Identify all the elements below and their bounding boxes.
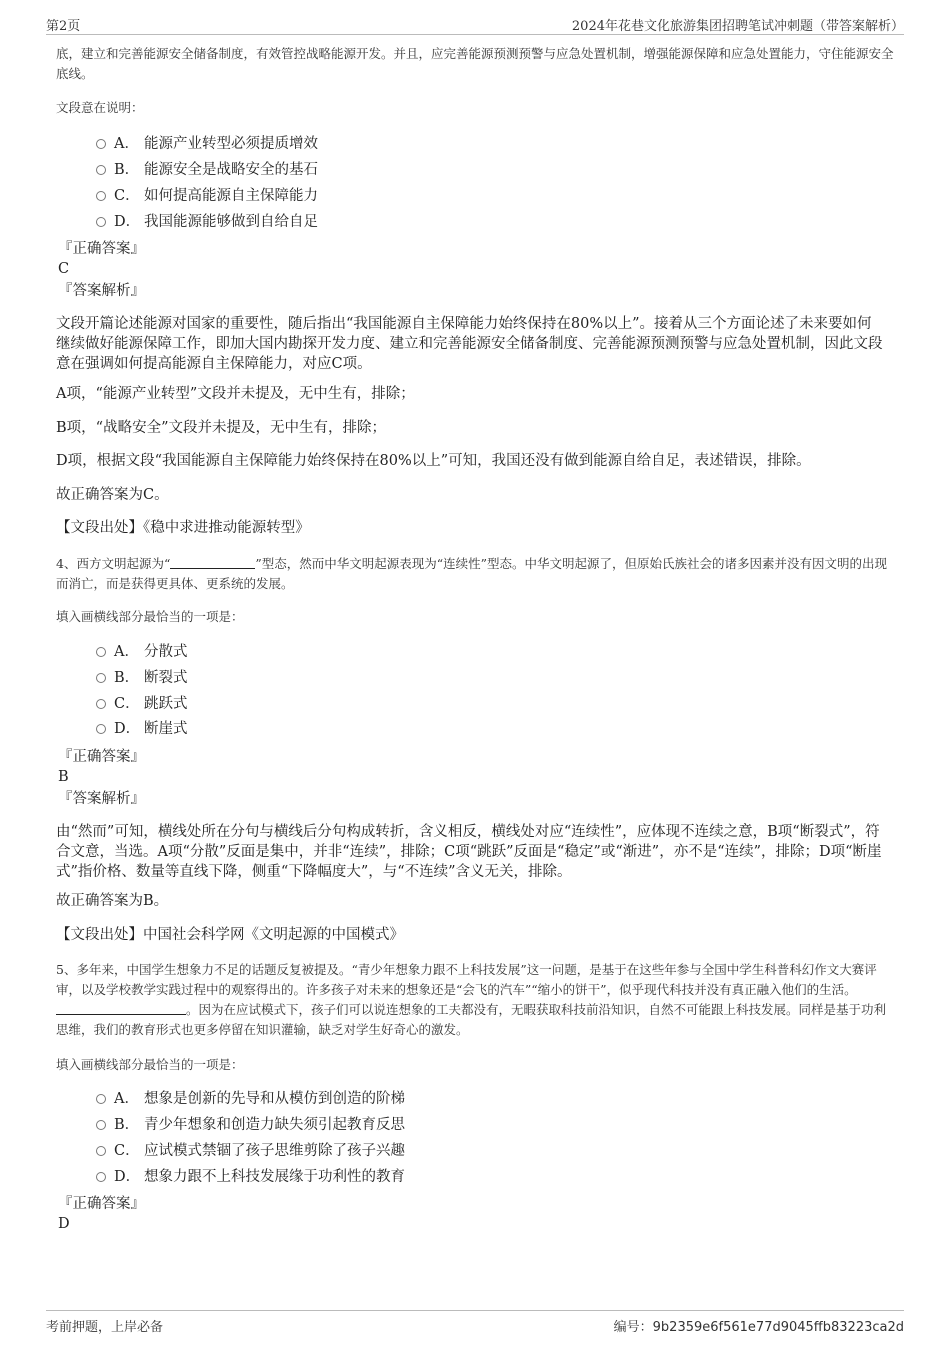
radio-icon[interactable] <box>96 1094 106 1104</box>
document-code: 编号：9b2359e6f561e77d9045ffb83223ca2d <box>613 1320 904 1335</box>
q3-answer-tag: 『正确答案』 <box>58 241 145 257</box>
document-title: 2024年花巷文化旅游集团招聘笔试冲刺题（带答案解析） <box>571 19 904 34</box>
q4-analysis-para: 由“然而”可知，横线处所在分句与横线后分句构成转折，含义相反，横线处对应“连续性”，应体现不连续之意，B项“断裂式”，符合文意，当选。A项“分散”反面是集中，并非“连续”，排除；C项“跳跃”反面是“稳定”或“渐进”，亦不是“连续”，排除；D项“断崖式”指价格、数量等直线下降，侧重“下降幅度大”，与“不连续”含义无关，排除。 <box>56 824 882 880</box>
q5-option-b[interactable]: B． 青少年想象和创造力缺失须引起教育反思 <box>96 1114 405 1136</box>
q3-stem-tail: 底，建立和完善能源安全储备制度，有效管控战略能源开发。并且，应完善能源预测预警与应急处置机制，增强能源保障和应急处置能力，守住能源安全底线。 <box>56 46 894 81</box>
q3-source: 【文段出处】《稳中求进推动能源转型》 <box>56 520 310 536</box>
q3-option-d[interactable]: D． 我国能源能够做到自给自足 <box>96 211 318 233</box>
q3-answer: C <box>58 261 70 277</box>
q4-answer-tag: 『正确答案』 <box>58 749 145 765</box>
q4-option-d[interactable]: D． 断崖式 <box>96 718 188 740</box>
q4-option-b[interactable]: B． 断裂式 <box>96 667 188 689</box>
q5-option-c[interactable]: C． 应试模式禁锢了孩子思维剪除了孩子兴趣 <box>96 1140 405 1162</box>
radio-icon[interactable] <box>96 191 106 201</box>
q5-answer: D <box>58 1216 70 1232</box>
q4-option-c[interactable]: C． 跳跃式 <box>96 693 188 715</box>
page-header <box>46 12 904 35</box>
q3-option-b[interactable]: B． 能源安全是战略安全的基石 <box>96 159 318 181</box>
radio-icon[interactable] <box>96 165 106 175</box>
q3-analysis-a: A项，“能源产业转型”文段并未提及，无中生有，排除； <box>56 386 415 402</box>
q3-option-a[interactable]: A． 能源产业转型必须提质增效 <box>96 133 318 155</box>
q4-answer: B <box>58 769 69 785</box>
q3-option-c[interactable]: C． 如何提高能源自主保障能力 <box>96 185 318 207</box>
page-footer <box>46 1310 904 1335</box>
q5-option-d[interactable]: D． 想象力跟不上科技发展缘于功利性的教育 <box>96 1166 405 1188</box>
q4-prompt: 填入画横线部分最恰当的一项是： <box>56 609 244 624</box>
fill-blank <box>56 1002 186 1015</box>
radio-icon[interactable] <box>96 139 106 149</box>
radio-icon[interactable] <box>96 217 106 227</box>
radio-icon[interactable] <box>96 1120 106 1130</box>
radio-icon[interactable] <box>96 1172 106 1182</box>
q4-analysis-tag: 『答案解析』 <box>58 791 145 807</box>
fill-blank <box>170 556 255 569</box>
footer-slogan: 考前押题，上岸必备 <box>46 1320 164 1335</box>
radio-icon[interactable] <box>96 647 106 657</box>
q5-answer-tag: 『正确答案』 <box>58 1196 145 1212</box>
q5-option-a[interactable]: A． 想象是创新的先导和从模仿到创造的阶梯 <box>96 1088 405 1110</box>
q5-prompt: 填入画横线部分最恰当的一项是： <box>56 1057 244 1072</box>
q4-conclusion: 故正确答案为B。 <box>56 893 169 909</box>
q3-prompt: 文段意在说明： <box>56 100 144 115</box>
q3-analysis-d: D项，根据文段“我国能源自主保障能力始终保持在80%以上”可知，我国还没有做到能源自给自足，表述错误，排除。 <box>56 453 811 469</box>
q4-option-a[interactable]: A． 分散式 <box>96 641 188 663</box>
q3-analysis-b: B项，“战略安全”文段并未提及，无中生有，排除； <box>56 420 386 436</box>
q3-analysis-para: 文段开篇论述能源对国家的重要性，随后指出“我国能源自主保障能力始终保持在80%以上”。接着从三个方面论述了未来要如何继续做好能源保障工作，即加大国内勘探开发力度、建立和完善能源安全储备制度、完善能源预测预警与应急处置机制，因此文段意在强调如何提高能源自主保障能力，对应C项。 <box>56 316 883 372</box>
q3-analysis-tag: 『答案解析』 <box>58 283 145 299</box>
radio-icon[interactable] <box>96 673 106 683</box>
radio-icon[interactable] <box>96 1146 106 1156</box>
radio-icon[interactable] <box>96 724 106 734</box>
q4-source: 【文段出处】中国社会科学网《文明起源的中国模式》 <box>56 927 404 943</box>
page-number: 第2页 <box>46 19 81 34</box>
radio-icon[interactable] <box>96 699 106 709</box>
q5-stem: 5、多年来，中国学生想象力不足的话题反复被提及。“青少年想象力跟不上科技发展”这一问题，是基于在这些年参与全国中学生科普科幻作文大赛评审，以及学校教学实践过程中的观察得出的。许多孩子对未来的想象还是“会飞的汽车”“缩小的饼干”，似乎现代科技并没有真正融入他们的生活。。因为在应试模式下，孩子们可以说连想象的工夫都没有，无暇获取科技前沿知识，自然不可能跟上科技发展。同样是基于功利思维，我们的教育形式也更多停留在知识灌输，缺乏对学生好奇心的激发。 <box>56 962 887 1037</box>
q3-conclusion: 故正确答案为C。 <box>56 487 169 503</box>
q4-stem: 4、西方文明起源为“ ”型态，然而中华文明起源表现为“连续性”型态。中华文明起源了，但原始氏族社会的诸多因素并没有因文明的出现而消亡，而是获得更具体、更系统的发展。 <box>56 556 888 591</box>
